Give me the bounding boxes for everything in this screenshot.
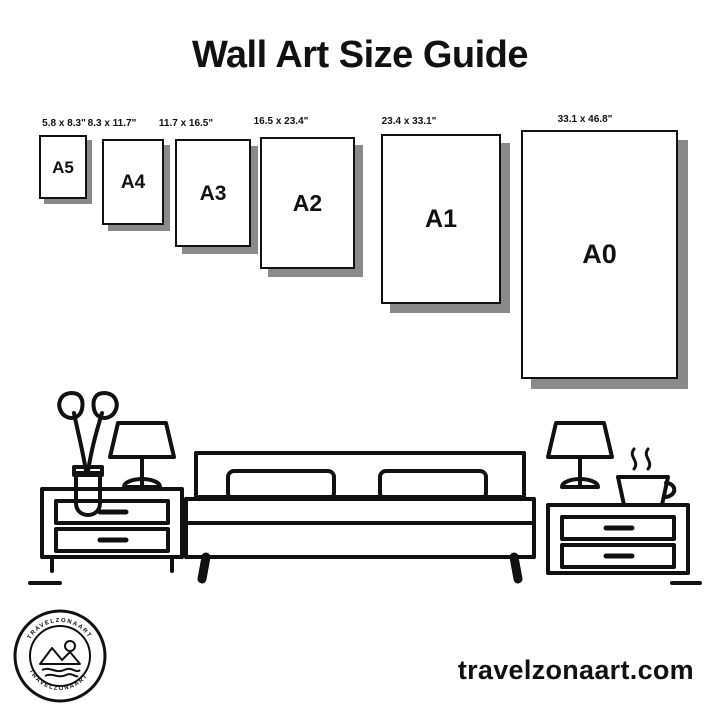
- frame-box-a0[interactable]: [521, 130, 678, 379]
- coffee-cup: [618, 449, 674, 505]
- frame-dimensions-a2: 16.5 x 23.4": [253, 116, 309, 127]
- logo-text-bottom: TRAVELZONAART: [27, 668, 90, 693]
- frame-dimensions-a4: 8.3 x 11.7": [87, 118, 137, 129]
- brand-logo[interactable]: [12, 608, 108, 704]
- right-lamp: [548, 423, 612, 487]
- website-url[interactable]: travelzonaart.com: [457, 655, 694, 685]
- left-lamp: [110, 423, 174, 487]
- frame-dimensions-a1: 23.4 x 33.1": [381, 116, 437, 127]
- logo-svg: [12, 608, 108, 704]
- frame-box-a1[interactable]: [381, 134, 501, 304]
- flower-vase-decor: [59, 393, 117, 515]
- bedroom-illustration: [0, 375, 720, 605]
- logo-text-top: TRAVELZONAART: [26, 617, 93, 641]
- frame-name-a2: A2: [292, 189, 323, 216]
- frame-name-a4: A4: [120, 171, 146, 193]
- frame-dimensions-a3: 11.7 x 16.5": [158, 118, 214, 129]
- left-nightstand: [42, 489, 182, 571]
- frame-name-a1: A1: [425, 204, 457, 233]
- frame-box-a2[interactable]: [260, 137, 355, 269]
- page-title: Wall Art Size Guide: [191, 34, 529, 76]
- frame-name-a3: A3: [199, 181, 227, 205]
- bedroom-svg: [0, 375, 720, 605]
- frame-box-a5[interactable]: [39, 135, 87, 199]
- frame-dimensions-a0: 33.1 x 46.8": [557, 114, 613, 125]
- frame-box-a4[interactable]: [102, 139, 164, 225]
- frame-dimensions-a5: 5.8 x 8.3": [42, 118, 86, 129]
- frame-name-a5: A5: [52, 157, 74, 177]
- frame-box-a3[interactable]: [175, 139, 251, 247]
- right-nightstand: [548, 505, 688, 573]
- frame-name-a0: A0: [582, 239, 617, 269]
- size-chart: [0, 108, 720, 398]
- bed: [186, 453, 534, 579]
